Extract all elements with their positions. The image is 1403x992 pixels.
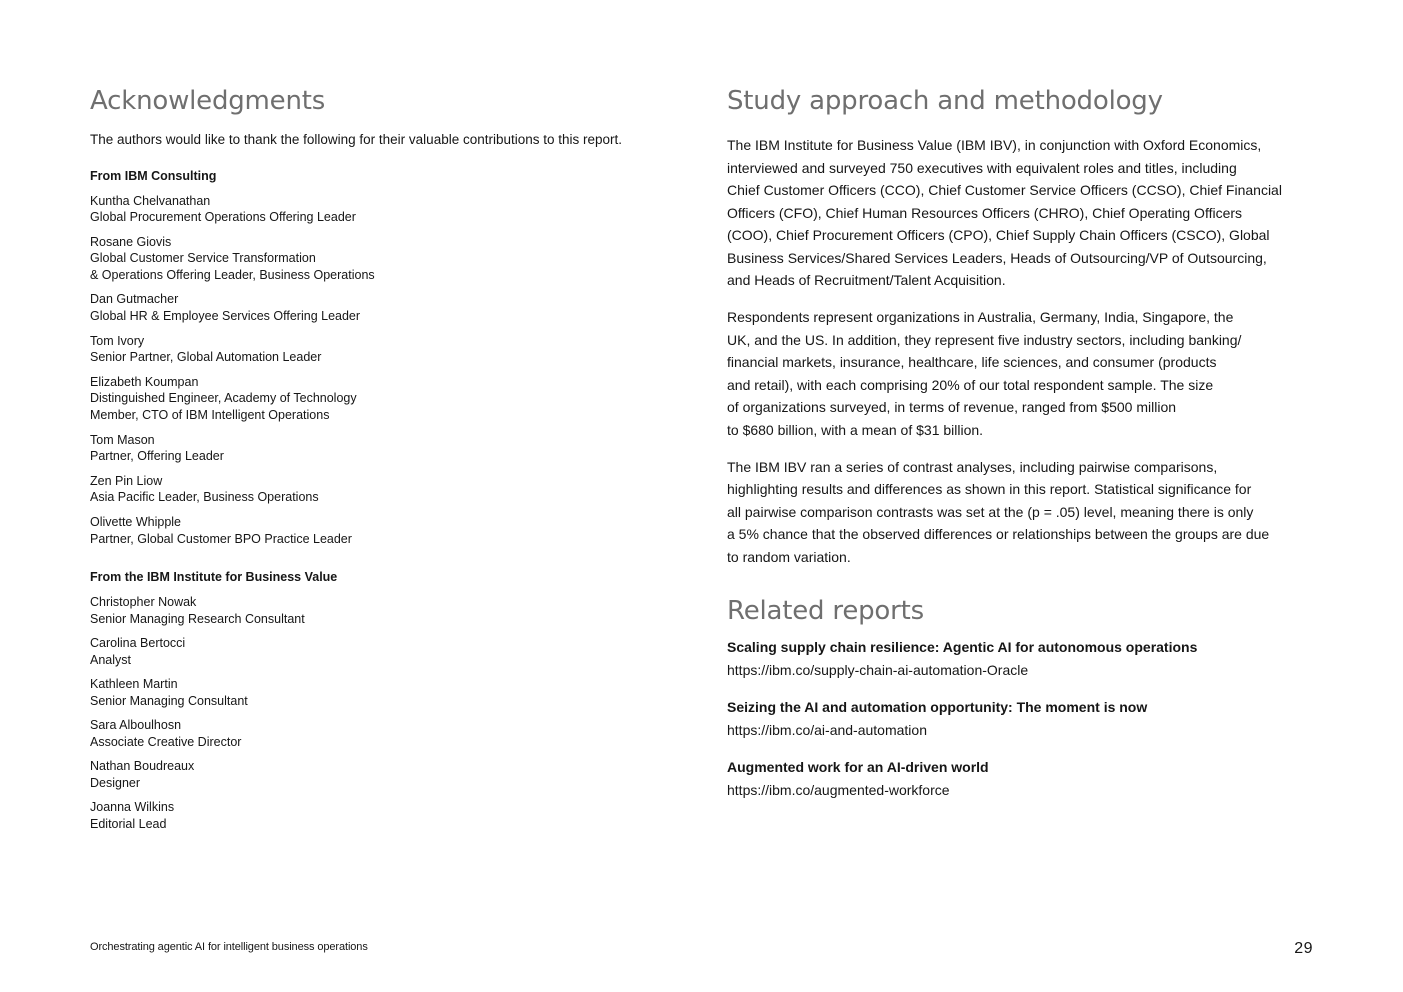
methodology-line: UK, and the US. In addition, they represent five industry sectors, including banking/ [727, 331, 1242, 348]
contributor-name: Nathan Boudreaux [90, 759, 195, 774]
contributor-name: Olivette Whipple [90, 514, 182, 529]
methodology-line: financial markets, insurance, healthcare, life sciences, and consumer (products [727, 354, 1217, 370]
related-report-link[interactable]: https://ibm.co/ai-and-automation [727, 721, 927, 738]
contributor-name: Kuntha Chelvanathan [90, 193, 211, 208]
related-report [727, 696, 1317, 741]
methodology-line: and retail), with each comprising 20% of our total respondent sample. The size [727, 376, 1214, 393]
contributor [90, 594, 650, 628]
contributor-role: Senior Managing Research Consultant [90, 611, 305, 626]
contributor-name: Christopher Nowak [90, 594, 197, 609]
methodology-line: Chief Customer Officers (CCO), Chief Customer Service Officers (CCSO), Chief Financial [727, 182, 1282, 198]
contributor-role: Senior Partner, Global Automation Leader [90, 350, 322, 365]
ibm-consulting-list [90, 193, 650, 548]
footer-document-title: Orchestrating agentic AI for intelligent business operations [90, 941, 368, 953]
related-reports-list [727, 636, 1317, 801]
related-reports-heading: Related reports [727, 596, 924, 626]
contributor-name: Tom Ivory [90, 333, 145, 348]
contributor-role: Member, CTO of IBM Intelligent Operations [90, 408, 330, 423]
contributor-name: Dan Gutmacher [90, 292, 179, 307]
contributor-role: Distinguished Engineer, Academy of Technology [90, 391, 357, 406]
contributor [90, 333, 650, 367]
contributor-role: Partner, Global Customer BPO Practice Leader [90, 531, 352, 546]
methodology-paragraph [727, 134, 1317, 292]
methodology-line: The IBM IBV ran a series of contrast analyses, including pairwise comparisons, [727, 458, 1218, 475]
contributor-role: Partner, Offering Leader [90, 449, 224, 464]
methodology-line: highlighting results and differences as shown in this report. Statistical significance for [727, 481, 1252, 497]
methodology-heading: Study approach and methodology [727, 86, 1163, 116]
methodology-paragraph [727, 306, 1317, 441]
related-report [727, 636, 1317, 681]
contributor-name: Zen Pin Liow [90, 473, 163, 488]
methodology-line: and Heads of Recruitment/Talent Acquisition. [727, 272, 1006, 288]
methodology-paragraph [727, 456, 1317, 569]
methodology-line: to $680 billion, with a mean of $31 billion. [727, 421, 984, 438]
related-report [727, 756, 1317, 801]
methodology-line: interviewed and surveyed 750 executives with equivalent roles and titles, including [727, 159, 1237, 176]
contributor-role: Asia Pacific Leader, Business Operations [90, 490, 319, 505]
methodology-line: Respondents represent organizations in Australia, Germany, India, Singapore, the [727, 309, 1234, 325]
related-report-title: Augmented work for an AI-driven world [727, 759, 989, 775]
methodology-line: a 5% chance that the observed differences or relationships between the groups are due [727, 526, 1270, 542]
methodology-line: Officers (CFO), Chief Human Resources Officers (CHRO), Chief Operating Officers [727, 204, 1243, 221]
contributor-role: Senior Managing Consultant [90, 693, 248, 708]
ibm-consulting-label: From IBM Consulting [90, 169, 217, 183]
related-report-link[interactable]: https://ibm.co/augmented-workforce [727, 781, 950, 798]
methodology-line: of organizations surveyed, in terms of revenue, ranged from $500 million [727, 399, 1177, 415]
related-report-title: Seizing the AI and automation opportunity: The moment is now [727, 699, 1148, 715]
ibv-label: From the IBM Institute for Business Value [90, 570, 338, 585]
contributor-role: Global Procurement Operations Offering Leader [90, 210, 356, 225]
contributor-name: Rosane Giovis [90, 234, 172, 249]
contributor-role: Global HR & Employee Services Offering Leader [90, 309, 361, 324]
ibv-list [90, 594, 650, 833]
contributor [90, 374, 650, 424]
contributor [90, 676, 650, 710]
contributor [90, 473, 650, 507]
contributor-name: Joanna Wilkins [90, 800, 175, 815]
acknowledgments-intro: The authors would like to thank the following for their valuable contributions to this report. [90, 132, 623, 147]
contributor [90, 234, 650, 284]
methodology-line: Business Services/Shared Services Leaders, Heads of Outsourcing/VP of Outsourcing, [727, 249, 1267, 266]
contributor-role: Associate Creative Director [90, 734, 242, 749]
contributor-name: Carolina Bertocci [90, 635, 186, 650]
methodology-column [727, 84, 1317, 801]
contributor-role: Analyst [90, 652, 131, 667]
contributor-role: & Operations Offering Leader, Business Operations [90, 268, 375, 283]
contributor-role: Global Customer Service Transformation [90, 251, 316, 266]
contributor [90, 291, 650, 325]
contributor-name: Sara Alboulhosn [90, 718, 182, 733]
contributor [90, 432, 650, 466]
methodology-body [727, 134, 1317, 568]
contributor [90, 799, 650, 833]
contributor-role: Editorial Lead [90, 817, 167, 832]
contributor-name: Tom Mason [90, 432, 155, 447]
methodology-line: to random variation. [727, 548, 851, 565]
page-number: 29 [1294, 940, 1313, 957]
contributor [90, 717, 650, 751]
related-report-title: Scaling supply chain resilience: Agentic AI for autonomous operations [727, 639, 1198, 655]
contributor-role: Designer [90, 776, 141, 791]
contributor [90, 635, 650, 669]
methodology-line: The IBM Institute for Business Value (IBM IBV), in conjunction with Oxford Economics, [727, 137, 1262, 153]
related-report-link[interactable]: https://ibm.co/supply-chain-ai-automation-Oracle [727, 661, 1029, 678]
contributor-name: Kathleen Martin [90, 677, 178, 692]
methodology-line: all pairwise comparison contrasts was set at the (p = .05) level, meaning there is only [727, 503, 1254, 520]
contributor [90, 514, 650, 548]
acknowledgments-heading: Acknowledgments [90, 86, 326, 116]
contributor [90, 193, 650, 227]
contributor [90, 758, 650, 792]
methodology-line: (COO), Chief Procurement Officers (CPO), Chief Supply Chain Officers (CSCO), Global [727, 227, 1270, 243]
acknowledgments-column [90, 84, 650, 833]
contributor-name: Elizabeth Koumpan [90, 374, 199, 389]
